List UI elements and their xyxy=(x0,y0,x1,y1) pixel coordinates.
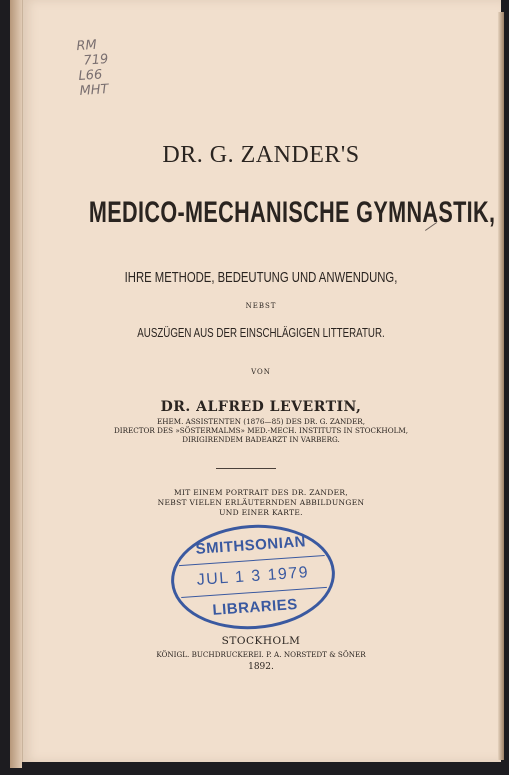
imprint-city: STOCKHOLM xyxy=(221,635,301,647)
title-page xyxy=(22,0,501,762)
credential-line: EHEM. ASSISTENTEN (1876—85) DES DR. G. ZANDER, xyxy=(156,417,366,426)
page-stack-edge-left xyxy=(10,0,22,768)
page-stack-edge-right xyxy=(498,12,504,760)
pencil-note: L66 xyxy=(78,67,103,85)
editor-credentials xyxy=(22,417,500,444)
excerpts-line: AUSZÜGEN AUS DER EINSCHLÄGIGEN LITTERATUR. xyxy=(137,326,385,340)
stamp-date: JUL 1 3 1979 xyxy=(196,564,310,589)
stamp-top-text: SMITHSONIAN xyxy=(195,533,307,558)
credential-line: DIRECTOR DES »SÖSTERMALMS» MED.-MECH. INSTITUTS IN STOCKHOLM, xyxy=(113,426,409,435)
pencil-note: 719 xyxy=(82,51,109,69)
pencil-note: MHT xyxy=(79,82,109,100)
pencil-catalog-notes xyxy=(76,37,111,99)
imprint-year: 1892. xyxy=(248,662,274,672)
credential-line: DIRIGIRENDEM BADEARZT IN VARBERG. xyxy=(182,435,340,444)
nebst-label: NEBST xyxy=(245,302,277,310)
book-subtitle: IHRE METHODE, BEDEUTUNG UND ANWENDUNG, xyxy=(124,270,398,286)
pencil-note: RM xyxy=(75,37,98,55)
note-line: UND EINER KARTE. xyxy=(219,508,303,517)
editor-name: DR. ALFRED LEVERTIN, xyxy=(160,399,362,415)
book-main-title: MEDICO-MECHANISCHE GYMNASTIK, xyxy=(88,196,496,229)
stamp-bottom-text: LIBRARIES xyxy=(211,595,299,619)
author-title-line: DR. G. ZANDER'S xyxy=(162,142,360,168)
divider-rule xyxy=(216,468,276,469)
illustrations-note xyxy=(22,488,500,518)
von-label: VON xyxy=(251,368,271,376)
note-line: MIT EINEM PORTRAIT DES DR. ZANDER, xyxy=(173,488,349,497)
note-line: NEBST VIELEN ERLÄUTERNDEN ABBILDUNGEN xyxy=(157,498,365,507)
imprint-publisher: KÖNIGL. BUCHDRUCKEREI. P. A. NORSTEDT & SÖNER xyxy=(156,650,366,659)
